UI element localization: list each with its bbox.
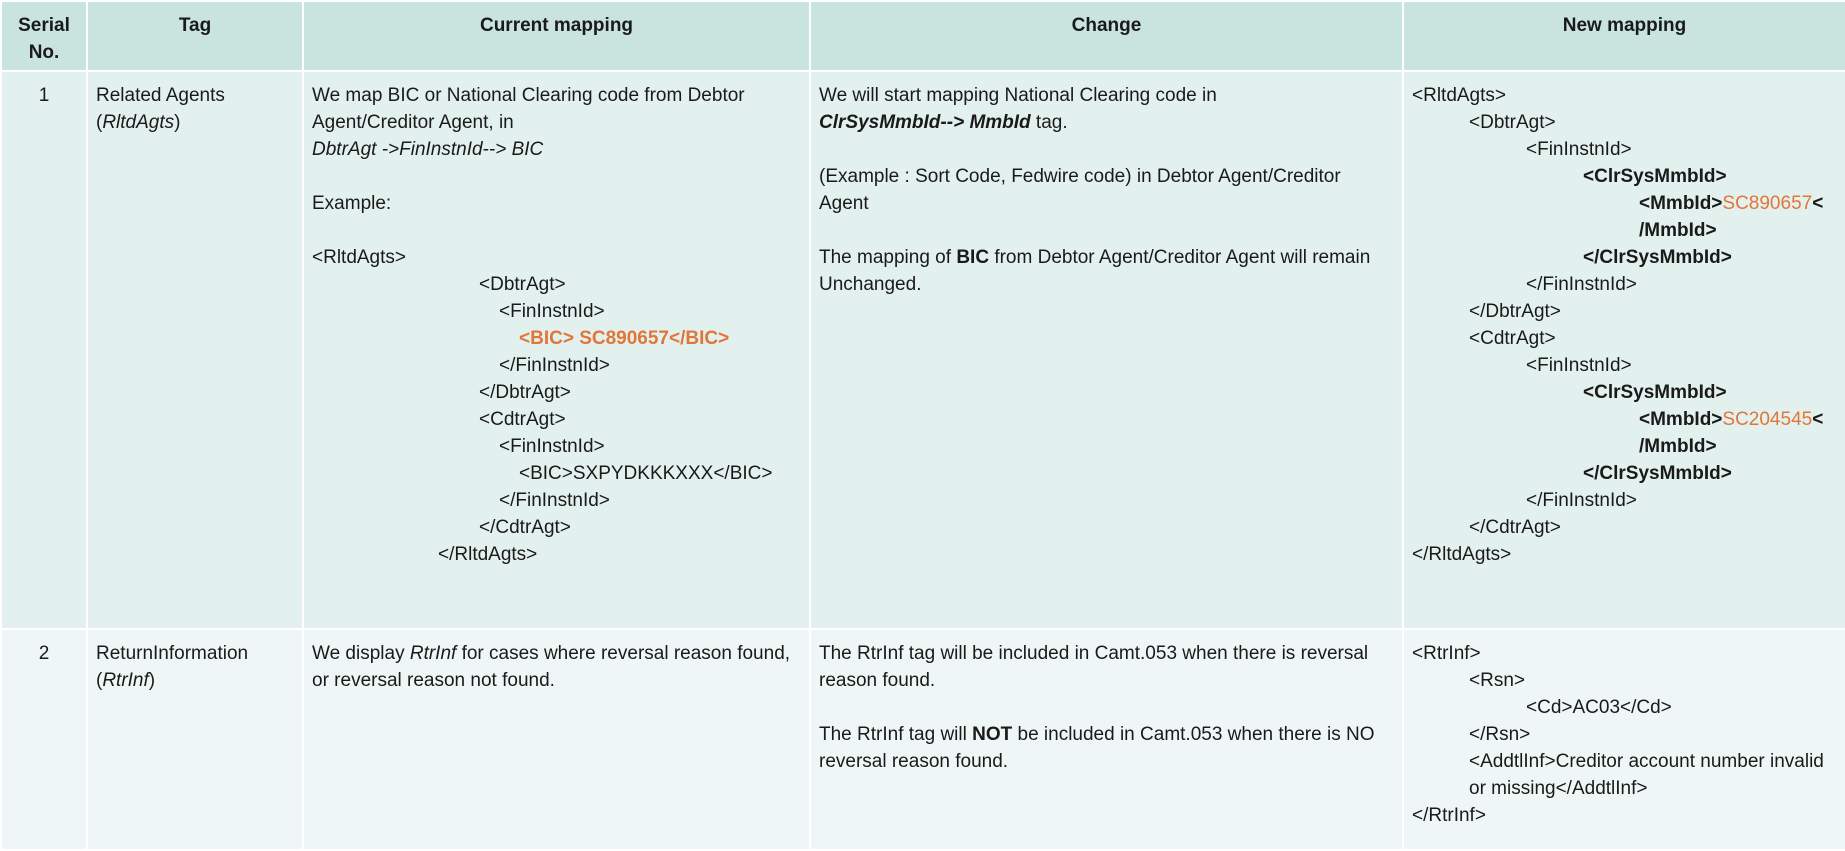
change-cell: [810, 629, 1403, 850]
change-prefix: The RtrInf tag will: [819, 724, 973, 745]
xml-line: <DbtrAgt>: [479, 274, 566, 295]
xml-line: </RltdAgts>: [438, 544, 538, 565]
tag-code: RltdAgts: [102, 112, 175, 133]
xml-line: <RltdAgts>: [1412, 85, 1506, 106]
change-cell: [810, 71, 1403, 629]
header-tag: Tag: [87, 1, 303, 71]
change-paragraph: [819, 82, 1394, 136]
xml-line: <RltdAgts>: [312, 247, 406, 268]
current-code: RtrInf: [409, 643, 457, 664]
xml-line: <AddtlInf>Creditor account number invalid or missing</AddtlInf>: [1469, 751, 1830, 799]
current-mapping-cell: [303, 629, 810, 850]
new-mapping-cell: [1403, 629, 1845, 850]
header-new-mapping: New mapping: [1403, 1, 1845, 71]
change-paragraph: The RtrInf tag will be included in Camt.053 when there is reversal reason found.: [819, 643, 1374, 691]
current-intro: We map BIC or National Clearing code from Debtor Agent/Creditor Agent, in: [312, 85, 749, 133]
example-label: Example:: [312, 193, 392, 214]
header-serial-no: Serial No.: [1, 1, 87, 71]
xml-line: <Cd>AC03</Cd>: [1526, 697, 1672, 718]
xml-line: [1412, 244, 1837, 271]
xml-line: </FinInstnId>: [499, 355, 610, 376]
table-row: [1, 71, 1845, 629]
xml-line: </RtrInf>: [1412, 805, 1486, 826]
xml-line: <BIC>SXPYDKKKXXX</BIC>: [519, 463, 773, 484]
tag-cell: [87, 629, 303, 850]
change-text: We will start mapping National Clearing code in: [819, 85, 1217, 106]
serial-number: 2: [1, 629, 87, 850]
tag-cell: [87, 71, 303, 629]
xml-line: <FinInstnId>: [499, 301, 605, 322]
change-suffix: be included in Camt.053 when there is NO reversal reason found.: [819, 724, 1380, 772]
xml-bold: <: [1812, 409, 1824, 430]
xml-line: </CdtrAgt>: [1469, 517, 1561, 538]
xml-bold: <ClrSysMmbId>: [1583, 166, 1727, 187]
xml-bold: /MmbId>: [1639, 436, 1717, 457]
xml-line: <DbtrAgt>: [1469, 112, 1556, 133]
new-mapping-cell: [1403, 71, 1845, 629]
xml-line: </Rsn>: [1469, 724, 1531, 745]
table-row: [1, 629, 1845, 850]
clearing-code-value: SC890657: [1722, 193, 1813, 214]
tag-paren-close: ): [174, 112, 181, 133]
xml-line: <CdtrAgt>: [479, 409, 566, 430]
xml-line: <FinInstnId>: [499, 436, 605, 457]
change-paragraph: [819, 721, 1394, 775]
xml-line: [1412, 163, 1837, 190]
tag-paren-close: ): [148, 670, 156, 691]
serial-number: 1: [1, 71, 87, 629]
xml-bold: </ClrSysMmbId>: [1583, 463, 1732, 484]
current-prefix: We display: [312, 643, 410, 664]
header-current-mapping: Current mapping: [303, 1, 810, 71]
xml-line: <FinInstnId>: [1526, 139, 1632, 160]
xml-line: [1412, 460, 1837, 487]
clearing-code-value: SC204545: [1722, 409, 1813, 430]
change-code: ClrSysMmbId--> MmbId: [819, 112, 1031, 133]
header-change: Change: [810, 1, 1403, 71]
change-paragraph: [819, 244, 1394, 298]
xml-bold: <: [1812, 193, 1824, 214]
tag-paren-open: (: [96, 670, 103, 691]
change-suffix: tag.: [1030, 112, 1068, 133]
xml-line: [1412, 406, 1837, 433]
change-example: (Example : Sort Code, Fedwire code) in Debtor Agent/Creditor Agent: [819, 166, 1345, 214]
current-suffix: for cases where reversal reason found, or reversal reason not found.: [312, 643, 796, 691]
xml-line: </FinInstnId>: [499, 490, 610, 511]
current-mapping-cell: [303, 71, 810, 629]
tag-paren-open: (: [96, 112, 103, 133]
xml-line: [1412, 379, 1837, 406]
xml-line: </DbtrAgt>: [479, 382, 571, 403]
xml-line: <Rsn>: [1469, 670, 1525, 691]
xml-line: </CdtrAgt>: [479, 517, 571, 538]
xml-line: </FinInstnId>: [1526, 274, 1637, 295]
current-path-text: DbtrAgt ->FinInstnId--> BIC: [312, 139, 544, 160]
xml-line: <RtrInf>: [1412, 643, 1481, 664]
xml-line: [1412, 190, 1837, 217]
tag-name: Related Agents: [96, 85, 225, 106]
xml-bold: <MmbId>: [1639, 193, 1723, 214]
xml-bold: <ClrSysMmbId>: [1583, 382, 1727, 403]
xml-line: </DbtrAgt>: [1469, 301, 1561, 322]
xml-bold: /MmbId>: [1639, 220, 1717, 241]
header-row: [1, 1, 1845, 71]
change-prefix: The mapping of: [819, 247, 957, 268]
tag-name: ReturnInformation: [96, 643, 249, 664]
change-suffix: from Debtor Agent/Creditor Agent will remain Unchanged.: [819, 247, 1376, 295]
xml-line: <FinInstnId>: [1526, 355, 1632, 376]
xml-line-highlight: <BIC> SC890657</BIC>: [519, 328, 730, 349]
current-path: [312, 136, 801, 163]
xml-line: <CdtrAgt>: [1469, 328, 1556, 349]
xml-line: </FinInstnId>: [1526, 490, 1637, 511]
xml-line: </RltdAgts>: [1412, 544, 1512, 565]
change-bold: BIC: [956, 247, 990, 268]
xml-bold: <MmbId>: [1639, 409, 1723, 430]
xml-line: [1412, 217, 1837, 244]
tag-code: RtrInf: [102, 670, 149, 691]
current-description: [312, 640, 801, 694]
xml-line: [1412, 433, 1837, 460]
xml-bold: </ClrSysMmbId>: [1583, 247, 1732, 268]
change-bold: NOT: [972, 724, 1013, 745]
